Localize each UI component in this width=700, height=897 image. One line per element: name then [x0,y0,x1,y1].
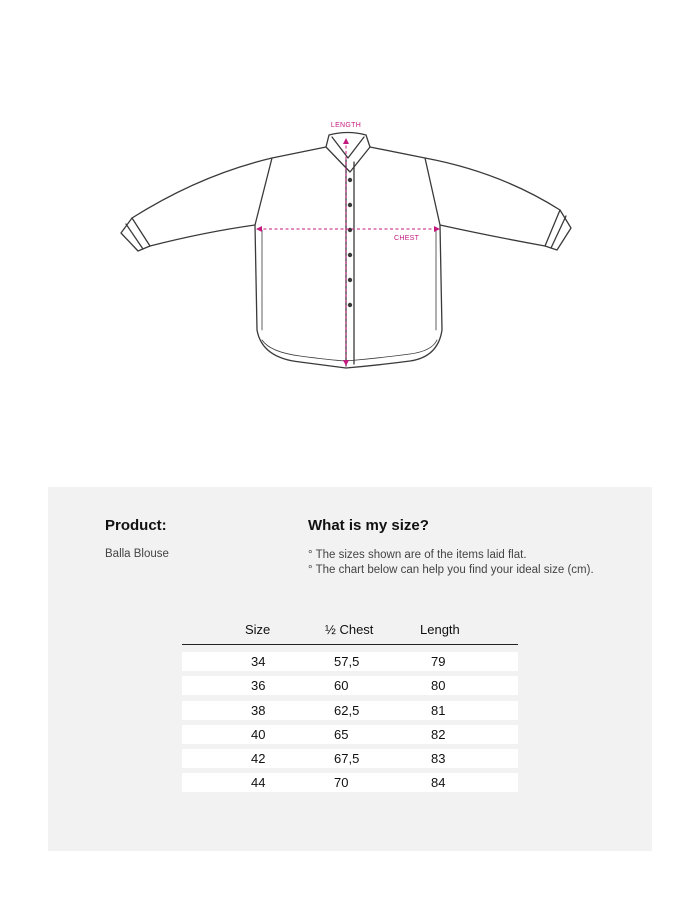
cell-size: 40 [251,726,266,742]
cell-half-chest: 65 [334,726,349,742]
cell-half-chest: 62,5 [334,702,360,718]
blouse-left-cuff [126,218,150,249]
chest-arrow-right [434,226,440,232]
chest-label: CHEST [394,235,420,242]
blouse-placket [346,160,354,366]
cell-size: 36 [251,678,266,694]
header-size: Size [245,622,271,637]
size-note: ° The sizes shown are of the items laid flat. [308,549,527,561]
blouse-collar-band [332,137,364,158]
size-table-body [182,652,518,792]
cell-size: 42 [251,751,266,767]
size-guide-panel [48,487,652,851]
blouse-button [348,178,352,182]
blouse-hem-stitch [262,340,437,361]
cell-half-chest: 60 [334,678,349,694]
cell-half-chest: 57,5 [334,654,360,669]
size-note: ° The chart below can help you find your ideal size (cm). [308,564,594,576]
length-arrow-bottom [343,360,349,366]
product-name: Balla Blouse [105,548,169,560]
product-heading: Product: [105,517,167,534]
size-table [182,619,518,798]
cell-length: 79 [431,654,446,669]
table-row [182,652,518,671]
size-notes [308,548,628,578]
table-row [182,701,518,720]
cell-half-chest: 67,5 [334,751,360,767]
cell-half-chest: 70 [334,775,349,791]
cell-length: 82 [431,726,446,742]
length-label: LENGTH [330,122,362,129]
cell-length: 80 [431,678,446,694]
table-row [182,676,518,695]
table-row [182,725,518,744]
table-row [182,749,518,768]
table-row [182,773,518,792]
header-length: Length [420,622,460,637]
size-info-heading: What is my size? [308,517,429,534]
size-info-section [308,517,628,578]
product-section [105,517,169,560]
cell-length: 83 [431,751,446,767]
blouse-button [348,203,352,207]
blouse-buttons [348,178,352,307]
header-half-chest: ½ Chest [325,622,374,637]
length-arrow-top [343,138,349,144]
blouse-button [348,278,352,282]
cell-size: 38 [251,702,266,718]
cell-length: 81 [431,702,446,718]
size-table-header [182,619,518,645]
cell-size: 34 [251,654,266,669]
cell-size: 44 [251,775,266,791]
blouse-button [348,253,352,257]
blouse-button [348,228,352,232]
cell-length: 84 [431,775,446,791]
chest-arrow-left [256,226,262,232]
blouse-button [348,303,352,307]
